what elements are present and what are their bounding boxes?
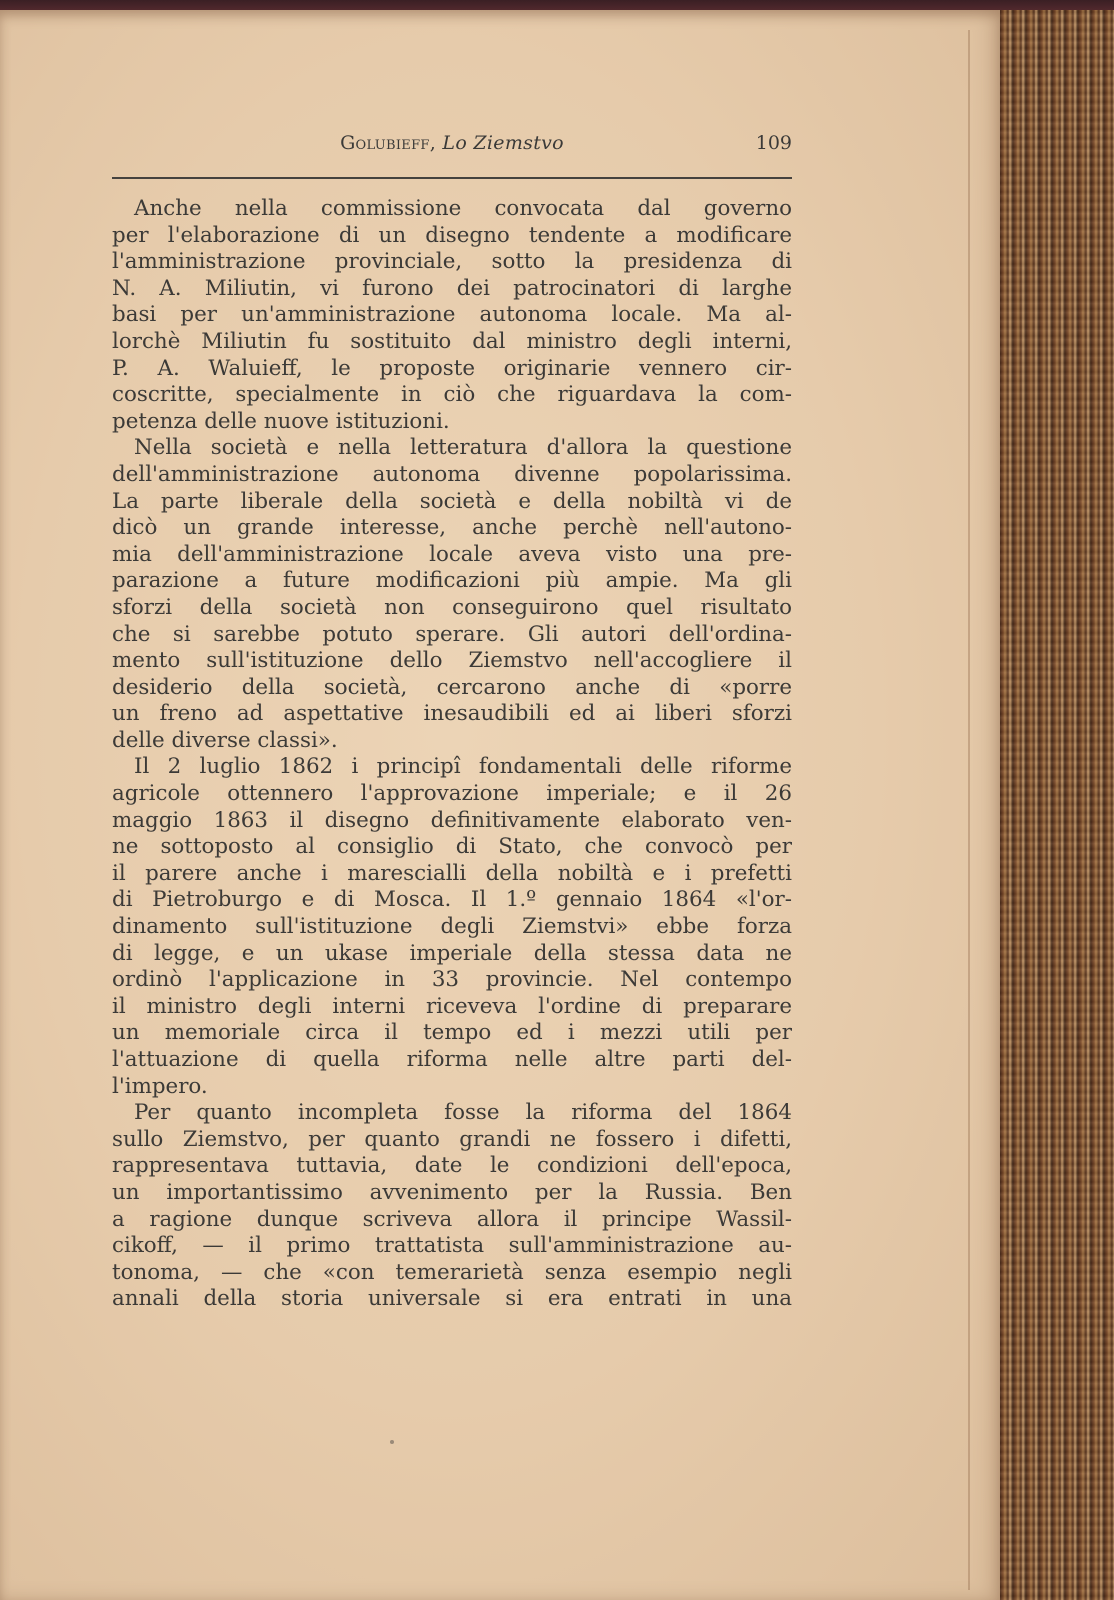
text-line: coscritte, specialmente in ciò che riguardava la com- (112, 382, 792, 408)
book-page-edges (1000, 10, 1114, 1600)
header-rule (112, 177, 792, 179)
text-line: che si sarebbe potuto sperare. Gli autori dell'ordina- (112, 621, 792, 647)
text-line: mia dell'amministrazione locale aveva visto una pre- (112, 541, 792, 567)
text-line: La parte liberale della società e della nobiltà vi de (112, 488, 792, 514)
text-line: annali della storia universale si era entrati in una (112, 1286, 792, 1312)
text-line: lorchè Miliutin fu sostituito dal ministro degli interni, (112, 328, 792, 354)
text-line: l'impero. (112, 1073, 208, 1099)
text-line: N. A. Miliutin, vi furono dei patrocinatori di larghe (112, 275, 792, 301)
page-number: 109 (755, 132, 792, 154)
text-line: rappresentava tuttavia, date le condizioni dell'epoca, (112, 1153, 792, 1179)
text-line: un importantissimo avvenimento per la Russia. Ben (112, 1179, 792, 1205)
running-header (112, 128, 792, 168)
text-line: agricole ottennero l'approvazione imperiale; e il 26 (112, 781, 792, 807)
text-line: un memoriale circa il tempo ed i mezzi utili per (112, 1020, 792, 1046)
text-line: maggio 1863 il disegno definitivamente elaborato ven- (112, 807, 792, 833)
text-line: sforzi della società non conseguirono quel risultato (112, 594, 792, 620)
text-line: Il 2 luglio 1862 i principî fondamentali delle riforme (134, 754, 792, 780)
header-title: Lo Ziemstvo (442, 132, 564, 154)
text-line: sullo Ziemstvo, per quanto grandi ne fossero i difetti, (112, 1126, 792, 1152)
text-line: dell'amministrazione autonoma divenne popolarissima. (112, 461, 792, 487)
text-line: parazione a future modificazioni più ampie. Ma gli (112, 568, 792, 594)
text-line: dinamento sull'istituzione degli Ziemstvi» ebbe forza (112, 914, 792, 940)
text-line: tonoma, — che «con temerarietà senza esempio negli (112, 1259, 792, 1285)
text-line: l'attuazione di quella riforma nelle altre parti del- (112, 1047, 792, 1072)
text-line: desiderio della società, cercarono anche di «porre (112, 674, 792, 700)
text-line: delle diverse classi». (112, 727, 338, 753)
ink-speck (390, 1440, 394, 1444)
text-line: basi per un'amministrazione autonoma locale. Ma al- (112, 302, 792, 328)
text-line: cikoff, — il primo trattatista sull'amministrazione au- (112, 1233, 792, 1259)
text-line: il ministro degli interni riceveva l'ordine di preparare (112, 993, 792, 1019)
body-text (112, 196, 792, 1313)
text-line: Per quanto incompleta fosse la riforma del 1864 (134, 1100, 792, 1126)
text-line: di legge, e un ukase imperiale della stessa data ne (112, 940, 792, 966)
text-line: l'amministrazione provinciale, sotto la presidenza di (112, 249, 792, 275)
text-line: di Pietroburgo e di Mosca. Il 1.º gennaio 1864 «l'or- (112, 887, 792, 913)
text-line: petenza delle nuove istituzioni. (112, 408, 450, 434)
text-line: Nella società e nella letteratura d'allora la questione (134, 435, 792, 461)
text-line: ordinò l'applicazione in 33 provincie. Nel contempo (112, 967, 792, 993)
text-line: per l'elaborazione di un disegno tendente a modificare (112, 222, 792, 248)
text-line: P. A. Waluieff, le proposte originarie vennero cir- (112, 355, 792, 381)
header-author: Golubieff, (340, 132, 437, 154)
page-fold-line (968, 30, 970, 1590)
text-line: dicò un grande interesse, anche perchè nell'autono- (112, 515, 792, 541)
text-line: il parere anche i marescialli della nobiltà e i prefetti (112, 860, 792, 886)
running-title (112, 132, 792, 154)
text-line: Anche nella commissione convocata dal governo (134, 196, 792, 221)
text-line: ne sottoposto al consiglio di Stato, che convocò per (112, 834, 792, 860)
text-line: mento sull'istituzione dello Ziemstvo nell'accogliere il (112, 648, 792, 674)
text-line: un freno ad aspettative inesaudibili ed ai liberi sforzi (112, 701, 792, 727)
text-line: a ragione dunque scriveva allora il principe Wassil- (112, 1206, 792, 1232)
